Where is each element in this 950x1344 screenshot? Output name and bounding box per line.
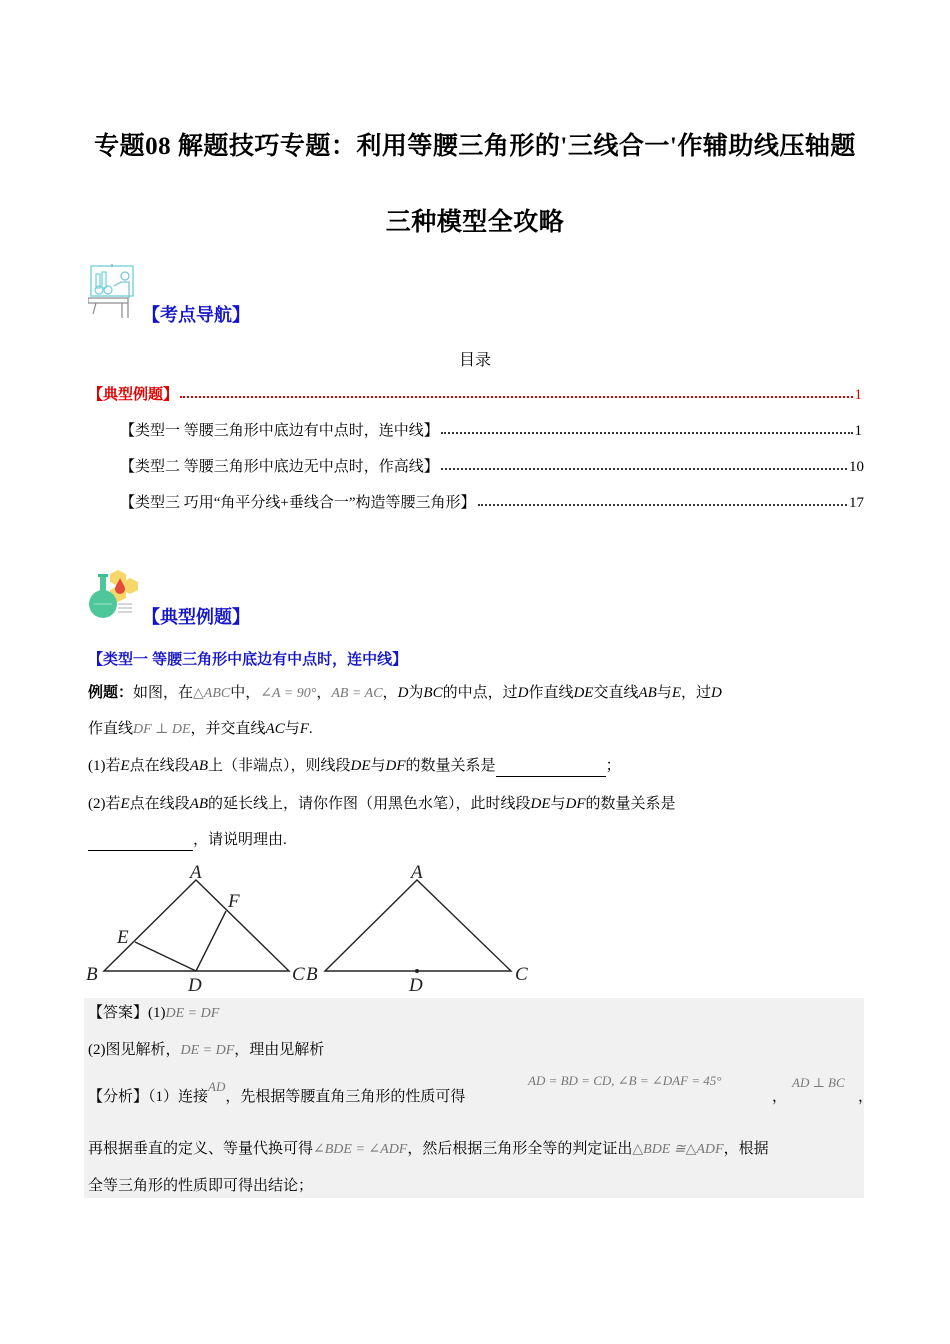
figure-1	[104, 880, 289, 971]
text: ，理由见解析	[234, 1042, 325, 1058]
var: F	[299, 721, 309, 737]
var: AB	[189, 758, 209, 774]
math-ab-eq-ac: AB = AC	[331, 686, 383, 701]
var: E	[120, 796, 130, 812]
math: AD = BD = CD, ∠B = ∠DAF = 45°	[528, 1073, 722, 1088]
type1-heading: 【类型一 等腰三角形中底边有中点时，连中线】	[88, 651, 408, 668]
analysis-line-3: 全等三角形的性质即可得出结论；	[88, 1178, 314, 1194]
svg-text:C: C	[292, 964, 305, 985]
svg-text:D: D	[409, 975, 423, 996]
text: (2)图见解析，	[88, 1042, 181, 1058]
text: 如图，在	[133, 685, 194, 701]
answer-label: 【答案】	[88, 1005, 149, 1021]
math: △BDE ≅△ADF	[632, 1142, 724, 1157]
answer-line-2	[88, 1040, 324, 1061]
text: ；	[605, 758, 621, 774]
svg-text:E: E	[117, 927, 129, 948]
var: AB	[189, 796, 209, 812]
var: DE	[530, 796, 551, 812]
svg-text:A: A	[190, 862, 202, 883]
analysis-comma: ，	[772, 1089, 788, 1105]
text: 上（非端点），则线段	[208, 758, 351, 774]
figure-2-labels	[306, 862, 528, 996]
text: 交直线	[593, 685, 639, 701]
analysis-math-2	[792, 1074, 845, 1092]
figure-1-labels	[86, 862, 305, 996]
example-prefix: 例题：	[88, 685, 134, 701]
examples-section-label: 【典型例题】	[142, 607, 250, 627]
text: 中，	[230, 685, 261, 701]
toc-entry-label: 【类型一 等腰三角形中底边有中点时，连中线】	[120, 423, 439, 439]
toc-entry-label: 【类型三 巧用“角平分线+垂线合一”构造等腰三角形】	[120, 495, 476, 511]
text: 点在线段	[129, 796, 190, 812]
analysis-line-1	[88, 1079, 466, 1107]
text: （1）连接	[148, 1089, 209, 1105]
text: ，请说明理由.	[193, 832, 287, 848]
text: 的数量关系是	[585, 796, 676, 812]
text: ，过	[681, 685, 712, 701]
text: 与	[656, 685, 672, 701]
midpoint-d	[415, 969, 419, 973]
math: AD ⊥ BC	[792, 1075, 845, 1090]
var: E	[120, 758, 130, 774]
var: D	[711, 685, 722, 701]
math-triangle-abc: △ABC	[193, 686, 231, 701]
document-title-line2: 三种模型全攻略	[385, 209, 565, 236]
toc-entry-label: 【典型例题】	[88, 387, 179, 403]
text: 的中点，过	[442, 685, 518, 701]
var: DE	[573, 685, 594, 701]
math: ∠BDE = ∠ADF	[313, 1142, 408, 1157]
text: ，然后根据三角形全等的判定证出	[407, 1141, 633, 1157]
var: DF	[565, 796, 586, 812]
var: AB	[638, 685, 657, 701]
var: D	[517, 685, 529, 701]
text: ，先根据等腰直角三角形的性质可得	[225, 1089, 466, 1105]
text: 为	[408, 685, 424, 701]
text: (1)若	[88, 758, 121, 774]
var: E	[671, 685, 681, 701]
text: (2)若	[88, 796, 121, 812]
analysis-label: 【分析】	[88, 1089, 149, 1105]
text: 的数量关系是	[405, 758, 496, 774]
document-title-line1: 专题08 解题技巧专题：利用等腰三角形的'三线合一'作辅助线压轴题	[94, 133, 856, 160]
math-df-perp-de: DF ⊥ DE	[133, 722, 191, 737]
text: 与	[370, 758, 386, 774]
var: DE	[350, 758, 371, 774]
var: DF	[385, 758, 406, 774]
var: BC	[423, 685, 443, 701]
text: 点在线段	[129, 758, 190, 774]
text: 作直线	[528, 685, 574, 701]
toc-title: 目录	[458, 352, 491, 369]
figure-2	[325, 880, 511, 971]
svg-text:F: F	[228, 891, 240, 912]
var: AC	[265, 721, 285, 737]
toc-entry-page: 10	[849, 459, 864, 475]
math-angle-a: ∠A = 90°	[260, 686, 317, 701]
text: 再根据垂直的定义、等量代换可得	[88, 1141, 314, 1157]
svg-text:A: A	[411, 862, 423, 883]
text: 与	[550, 796, 566, 812]
analysis-comma-2: ，	[858, 1089, 874, 1105]
svg-text:B: B	[306, 964, 318, 985]
text: (1)	[148, 1005, 166, 1021]
math: AD	[208, 1079, 226, 1094]
analysis-line-2	[88, 1139, 769, 1160]
math: DE = DF	[165, 1006, 220, 1021]
svg-text:D: D	[188, 975, 202, 996]
text: ，根据	[723, 1141, 769, 1157]
text: 作直线	[88, 721, 134, 737]
text: 的延长线上，请你作图（用黑色水笔），此时线段	[208, 796, 531, 812]
toc-entry-page: 1	[854, 387, 862, 403]
text: ，并交直线	[190, 721, 266, 737]
analysis-math-1	[528, 1072, 722, 1090]
text: .	[308, 721, 313, 737]
answer-line-1	[88, 1003, 219, 1024]
svg-text:C: C	[515, 964, 528, 985]
toc-entry-page: 1	[854, 423, 862, 439]
text: ，	[382, 685, 398, 701]
toc-entry-label: 【类型二 等腰三角形中底边无中点时，作高线】	[120, 459, 439, 475]
text: ，	[316, 685, 332, 701]
text: 与	[284, 721, 300, 737]
toc-entry-page: 17	[849, 495, 864, 511]
svg-text:B: B	[86, 964, 98, 985]
var: D	[397, 685, 409, 701]
nav-section-label: 【考点导航】	[142, 305, 250, 325]
math: DE = DF	[180, 1043, 235, 1058]
